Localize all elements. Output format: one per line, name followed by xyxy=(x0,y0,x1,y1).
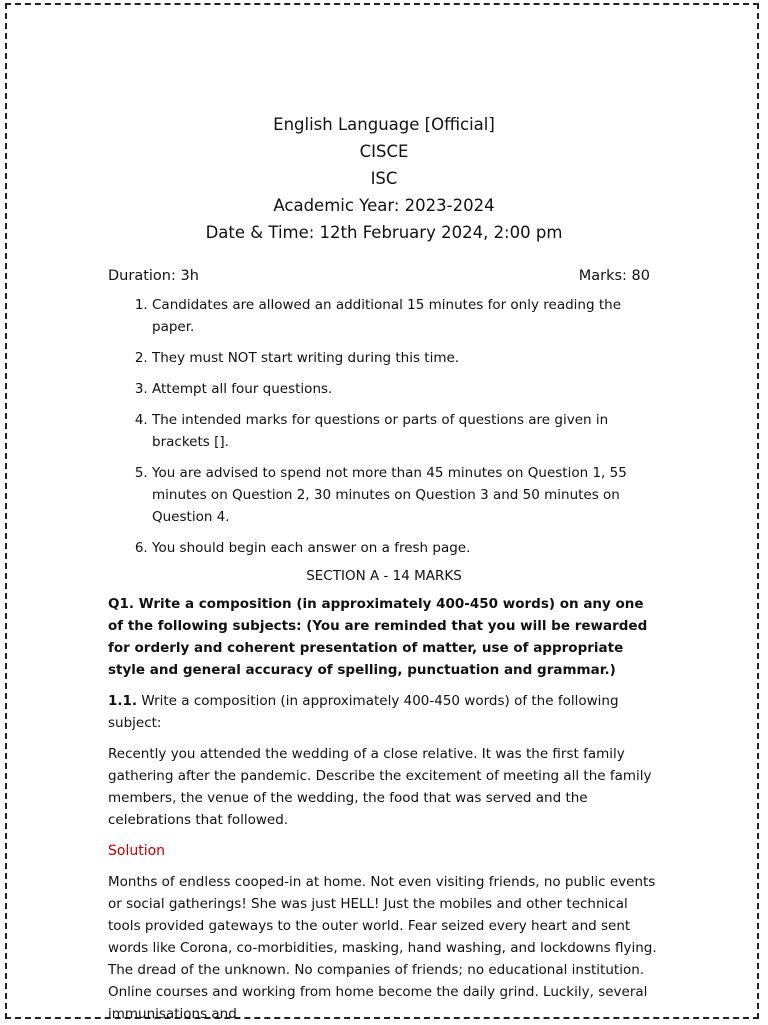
duration-label: Duration: 3h xyxy=(108,268,199,284)
instruction-item: 5. You are advised to spend not more than 45 minutes on Question 1, 55 minutes on Question 2, 30 minutes on Question 3 and 50 minutes on Question 4. xyxy=(152,462,660,528)
instruction-item: 4. The intended marks for questions or parts of questions are given in brackets []. xyxy=(152,409,660,453)
exam-name: ISC xyxy=(370,169,398,188)
instruction-item: 2. They must NOT start writing during this time. xyxy=(152,347,660,369)
exam-meta-row xyxy=(108,268,650,284)
subquestion-1-1 xyxy=(108,690,660,734)
subquestion-text: Write a composition (in approximately 400-450 words) of the following subject: xyxy=(108,693,619,731)
instruction-item: 3. Attempt all four questions. xyxy=(152,378,660,400)
question-1: Q1. Write a composition (in approximately 400-450 words) on any one of the following subjects: (You are reminded that you will be rewarded for orderly and coherent presentation of matter, use of appropriate style and general accuracy of spelling, punctuation and grammar.) xyxy=(108,596,648,678)
board-name: CISCE xyxy=(359,142,409,161)
solution-label: Solution xyxy=(108,843,166,859)
document-header xyxy=(108,111,660,246)
subquestion-number: 1.1. xyxy=(108,693,138,709)
academic-year: Academic Year: 2023-2024 xyxy=(273,196,495,215)
instruction-item: 1. Candidates are allowed an additional 15 minutes for only reading the paper. xyxy=(152,294,660,338)
question-prompt: Recently you attended the wedding of a close relative. It was the first family gathering after the pandemic. Describe the excitement of meeting all the family members, the venue of the wedding, the food that was served and the celebrations that followed. xyxy=(108,746,652,828)
instruction-item: 6. You should begin each answer on a fresh page. xyxy=(152,537,660,559)
section-title: SECTION A - 14 MARKS xyxy=(306,568,462,584)
exam-date-time: Date & Time: 12th February 2024, 2:00 pm xyxy=(205,223,563,242)
solution-answer: Months of endless cooped-in at home. Not even visiting friends, no public events or social gatherings! She was just HELL! Just the mobiles and other technical tools provided gateways to the outer world. Fear seized every heart and sent words like Corona, co-morbidities, masking, hand washing, and lockdowns flying. The dread of the unknown. No companies of friends; no educational institution. Online courses and working from home become the daily grind. Luckily, several immunisations and xyxy=(108,874,657,1022)
instructions-list xyxy=(108,294,660,559)
marks-label: Marks: 80 xyxy=(578,268,650,284)
subject-title: English Language [Official] xyxy=(273,115,495,134)
document-content xyxy=(108,111,660,1025)
